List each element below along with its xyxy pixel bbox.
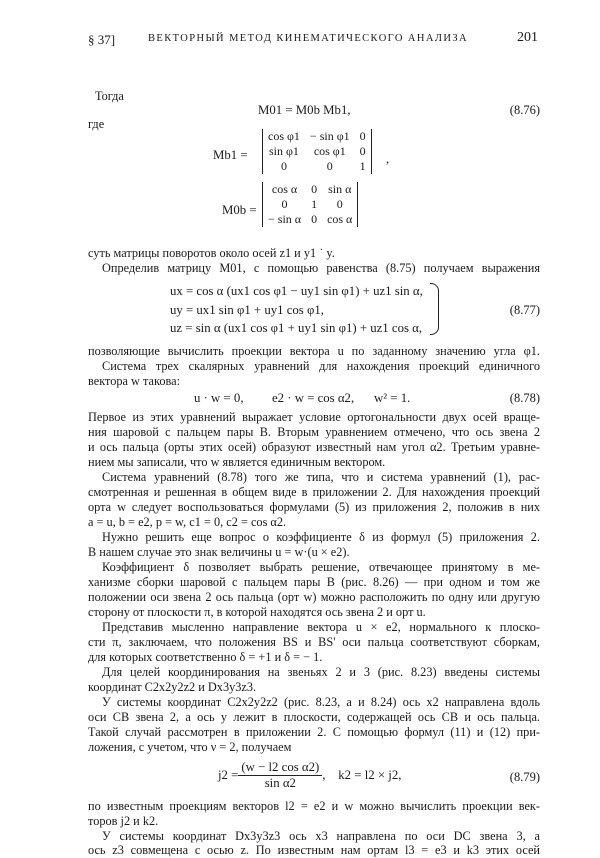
text-line: оси CB звена 2, а ось y лежит в плоскости, содержащей ось CB и ось пальца. xyxy=(88,710,540,724)
text-line: смотренная и решенная в общем виде в приложении 2. Для нахождения проекций xyxy=(88,485,540,499)
text-line: У системы координат Dx3y3z3 ось x3 направлена по оси DC звена 3, а xyxy=(102,829,540,843)
word-then: Тогда xyxy=(95,89,124,103)
fraction-numerator: (w − l2 cos α2) xyxy=(238,760,322,776)
matrix-cell: − sin φ1 xyxy=(309,129,350,143)
text-line: нием мы записали, что w является единичным вектором. xyxy=(88,455,386,469)
matrix-ob xyxy=(262,182,358,227)
equation-8-79-lhs: j2 = xyxy=(218,768,239,782)
matrix-cell: 0 xyxy=(326,159,333,173)
text-line: Представив мысленно направление вектора u × e2, нормального к плоско- xyxy=(102,620,540,634)
section-number: § 37] xyxy=(88,32,116,47)
equation-8-77-line: uy = ux1 sin φ1 + uy1 cos φ1, xyxy=(170,303,324,317)
text-line: позволяющие вычислить проекции вектора u по заданному значению угла φ1. xyxy=(88,344,540,358)
matrix-b1 xyxy=(262,129,372,174)
text-line: вектора w такова: xyxy=(88,374,180,388)
matrix-cell: 0 xyxy=(311,212,318,226)
equation-8-78-part: u · w = 0, xyxy=(194,391,244,405)
equation-8-78-part: e2 · w = cos α2, xyxy=(272,391,355,405)
equation-number-8-77: (8.77) xyxy=(509,303,540,317)
equation-8-77-line: uz = sin α (ux1 cos φ1 + uy1 sin φ1) + uz1 cos α, xyxy=(170,321,423,335)
text-line: Такой случай рассмотрен в приложении 2. С помощью формул (11) и (12) при- xyxy=(88,725,540,739)
text-line: координат C2x2y2z2 и Dx3y3z3. xyxy=(88,680,257,694)
text-line: Определив матрицу M01, с помощью равенства (8.75) получаем выражения xyxy=(102,261,540,275)
equation-number-8-76: (8.76) xyxy=(509,103,540,117)
text-line: У системы координат C2x2y2z2 (рис. 8.23, a и 8.24) ось x2 направлена вдоль xyxy=(102,695,540,709)
running-header xyxy=(88,28,538,50)
text-line: Коэффициент δ позволяет выбрать решение, отвечающее принятому в ме- xyxy=(102,560,540,574)
text-line: Система уравнений (8.78) того же типа, что и система уравнений (1), рас- xyxy=(102,470,540,484)
matrix-cell: cos φ1 xyxy=(268,129,300,143)
matrix-cell: 1 xyxy=(359,159,366,173)
matrix-ob-label: M0b = xyxy=(222,203,257,217)
matrix-cell: 0 xyxy=(281,197,288,211)
right-brace xyxy=(430,283,439,335)
matrix-b1-label: Mb1 = xyxy=(213,148,248,162)
matrix-cell: 0 xyxy=(359,144,366,158)
matrix-b1-comma: , xyxy=(386,152,390,166)
equation-number-8-79: (8.79) xyxy=(509,770,540,784)
text-line: Первое из этих уравнений выражает условие ортогональности двух осей враще- xyxy=(88,410,540,424)
equation-8-76: M01 = M0b Mb1, xyxy=(258,103,351,117)
matrix-cell: cos α xyxy=(271,182,298,196)
equation-number-8-78: (8.78) xyxy=(509,391,540,405)
text-line: ложения, с учетом, что ν = 2, получаем xyxy=(88,740,292,754)
page-number: 201 xyxy=(517,30,538,45)
text-line: орта w следует воспользоваться формулами (5) из приложения 2, положив в них xyxy=(88,500,540,514)
matrix-cell: 0 xyxy=(336,197,343,211)
equation-8-79 xyxy=(218,760,401,791)
text-line: суть матрицы поворотов около осей z1 и y1 ˙ y. xyxy=(88,246,335,260)
fraction xyxy=(238,760,322,791)
matrix-cell: 0 xyxy=(311,182,318,196)
text-line: Система трех скалярных уравнений для нахождения проекций единичного xyxy=(102,359,540,373)
matrix-cell: cos φ1 xyxy=(313,144,346,158)
text-line: Нужно решить еще вопрос о коэффициенте δ из формул (5) приложения 2. xyxy=(102,530,540,544)
equation-8-78-part: w² = 1. xyxy=(374,391,411,405)
fraction-denominator: sin α2 xyxy=(264,776,296,790)
text-line: В нашем случае это знак величины u = w·(u × e2). xyxy=(88,545,350,559)
equation-8-79-rhs: , k2 = l2 × j2, xyxy=(322,768,402,782)
matrix-cell: sin φ1 xyxy=(268,144,299,158)
matrix-cell: 0 xyxy=(359,129,366,143)
text-line: ось z3 совмещена с осью z. По известным нам ортам l3 = e3 и k3 этих осей xyxy=(88,843,540,857)
matrix-cell: cos α xyxy=(327,212,353,226)
text-line: a = u, b = e2, p = w, c1 = 0, c2 = cos α2. xyxy=(88,515,287,529)
text-line: Для целей координирования на звеньях 2 и 3 (рис. 8.23) введены системы xyxy=(102,665,540,679)
text-line: торов j2 и k2. xyxy=(88,814,159,828)
text-line: положении оси звена 2 ось пальца (орт w) можно расположить по одну или другую xyxy=(88,590,540,604)
text-line: для которых соответственно δ = +1 и δ = − 1. xyxy=(88,650,323,664)
text-line: по известным проекциям векторов l2 = e2 и w можно вычислить проекции век- xyxy=(88,799,540,813)
text-line: сторону от плоскости π, в которой находятся ось звена 2 и орт u. xyxy=(88,605,426,619)
equation-8-77-line: ux = cos α (ux1 cos φ1 − uy1 sin φ1) + uz1 sin α, xyxy=(170,284,423,298)
matrix-cell: sin α xyxy=(328,182,352,196)
text-line: ханизме сборки шаровой с пальцем пары B (рис. 8.26) — при одном и том же xyxy=(88,575,540,589)
text-line: и ось пальца (орты этих осей) образуют известный нам угол α2. Третьим уравне- xyxy=(88,440,540,454)
running-title: ВЕКТОРНЫЙ МЕТОД КИНЕМАТИЧЕСКОГО АНАЛИЗА xyxy=(148,33,468,44)
matrix-cell: − sin α xyxy=(268,212,302,226)
word-where: где xyxy=(88,117,105,131)
matrix-cell: 0 xyxy=(280,159,287,173)
text-line: ния шаровой с пальцем пары B. Вторым уравнением отмечено, что ось звена 2 xyxy=(88,425,540,439)
matrix-cell: 1 xyxy=(311,197,318,211)
text-line: сти π, заключаем, что положения BS и BS' оси пальца соответствуют сборкам, xyxy=(88,635,540,649)
